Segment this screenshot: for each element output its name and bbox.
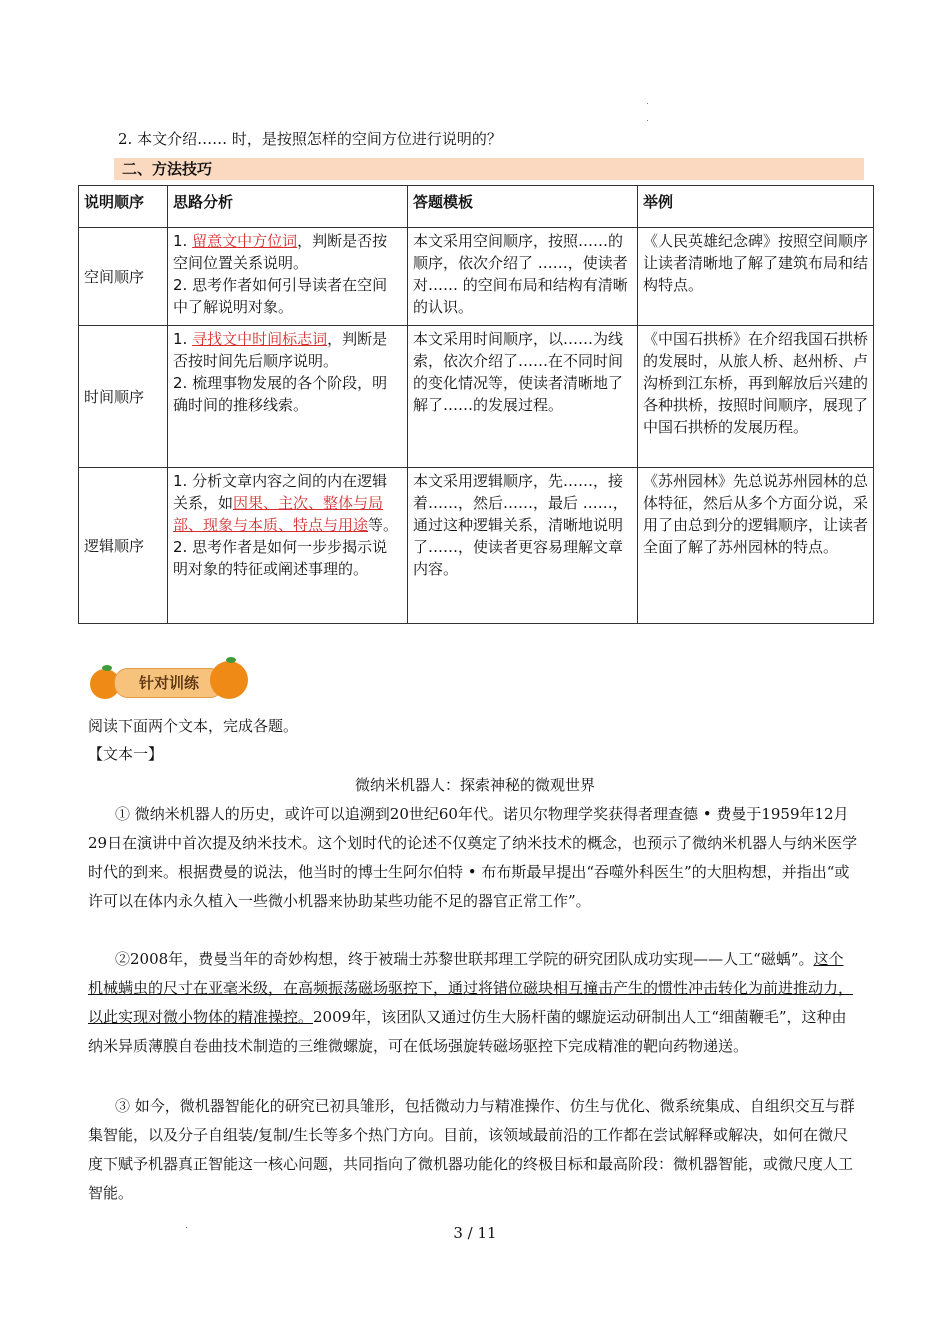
key-phrase: 留意文中方位词 (192, 232, 298, 250)
text-one-label: 【文本一】 (88, 745, 164, 763)
table-row (79, 326, 874, 468)
leaf-icon (226, 657, 236, 663)
order-cell: 空间顺序 (79, 228, 168, 326)
header-template: 答题模板 (408, 186, 638, 228)
example-cell: 《人民英雄纪念碑》按照空间顺序让读者清晰地了解了建筑布局和结构特点。 (638, 228, 874, 326)
speck (647, 120, 648, 121)
article-title: 微纳米机器人：探索神秘的微观世界 (354, 776, 595, 794)
example-cell: 《中国石拱桥》在介绍我国石拱桥的发展时，从旅人桥、赵州桥、卢沟桥到江东桥，再到解放后兴建的各种拱桥，按照时间顺序，展现了中国石拱桥的发展历程。 (638, 326, 874, 468)
header-analysis: 思路分析 (168, 186, 408, 228)
template-cell: 本文采用逻辑顺序，先……，接着……，然后……，最后 ……，通过这种逻辑关系，清晰地说明了……，使读者更容易理解文章内容。 (408, 468, 638, 624)
analysis-cell (168, 326, 408, 468)
training-badge-label: 针对训练 (114, 668, 224, 698)
order-cell: 逻辑顺序 (79, 468, 168, 624)
analysis-point-1: 1. 留意文中方位词，判断是否按空间位置关系说明。 (173, 232, 388, 272)
analysis-cell (168, 468, 408, 624)
key-phrase: 寻找文中时间标志词 (192, 330, 328, 348)
section-title: 二、方法技巧 (122, 160, 213, 178)
analysis-point-2: 2. 思考作者如何引导读者在空间中了解说明对象。 (173, 276, 388, 316)
paragraph-3: ③ 如今，微机器智能化的研究已初具雏形，包括微动力与精准操作、仿生与优化、微系统集成、自组织交互与群集智能，以及分子自组装/复制/生长等多个热门方向。目前，该领域最前沿的工作都在尝试解释或解决，如何在微尺度下赋予机器真正智能这一核心问题，共同指向了微机器功能化的终极目标和最高阶段：微机器智能，或微尺度人工智能。 (88, 1097, 855, 1202)
section-title-bar (114, 158, 864, 180)
example-cell: 《苏州园林》先总说苏州园林的总体特征，然后从多个方面分说，采用了由总到分的逻辑顺序，让读者全面了解了苏州园林的特点。 (638, 468, 874, 624)
training-badge (90, 655, 250, 703)
table-header-row (79, 186, 874, 228)
orange-icon (210, 661, 248, 699)
header-order: 说明顺序 (79, 186, 168, 228)
speck (647, 103, 648, 104)
method-table (78, 185, 874, 624)
analysis-point-1: 1. 分析文章内容之间的内在逻辑关系，如因果、主次、整体与局部、现象与本质、特点与用途等。 (173, 472, 399, 534)
question-2: 2. 本文介绍…… 时，是按照怎样的空间方位进行说明的？ (118, 130, 502, 148)
leaf-icon (102, 665, 112, 671)
analysis-point-2: 2. 思考作者是如何一步步揭示说明对象的特征或阐述事理的。 (173, 538, 388, 578)
analysis-point-1: 1. 寻找文中时间标志词，判断是否按时间先后顺序说明。 (173, 330, 388, 370)
analysis-cell (168, 228, 408, 326)
underlined-sentence: 这个机械螨虫的尺寸在亚毫米级，在高频振荡磁场驱控下，通过将错位磁块相互撞击产生的惯性冲击转化为前进推动力，以此实现对微小物体的精准操控。 (88, 950, 854, 1026)
table-row (79, 468, 874, 624)
analysis-point-2: 2. 梳理事物发展的各个阶段，明确时间的推移线索。 (173, 374, 388, 414)
key-phrase: 因果、主次、整体与局部、现象与本质、特点与用途 (173, 494, 384, 534)
template-cell: 本文采用空间顺序，按照……的顺序，依次介绍了 ……，使读者对…… 的空间布局和结构有清晰的认识。 (408, 228, 638, 326)
paragraph-2: ②2008年，费曼当年的奇妙构想，终于被瑞士苏黎世联邦理工学院的研究团队成功实现——人工“磁蝺”。这个机械螨虫的尺寸在亚毫米级，在高频振荡磁场驱控下，通过将错位磁块相互撞击产生的惯性冲击转化为前进推动力，以此实现对微小物体的精准操控。2009年，该团队又通过仿生大肠杆菌的螺旋运动研制出人工“细菌鞭毛”，这种由纳米异质薄膜自卷曲技术制造的三维微螺旋，可在低场强旋转磁场驱控下完成精准的靶向药物递送。 (88, 950, 854, 1055)
paragraph-1: ① 微纳米机器人的历史，或许可以追溯到20世纪60年代。诺贝尔物理学奖获得者理查德 • 费曼于1959年12月29日在演讲中首次提及纳米技术。这个划时代的论述不仅奠定了纳米技术的概念，也预示了微纳米机器人与纳米医学时代的到来。根据费曼的说法，他当时的博士生阿尔伯特 • 布布斯最早提出“吞噬外科医生”的大胆构想，并指出“或许可以在体内永久植入一些微小机器来协助某些功能不足的器官正常工作”。 (88, 805, 858, 910)
page-number: 3 / 11 (453, 1224, 497, 1242)
header-example: 举例 (638, 186, 874, 228)
order-cell: 时间顺序 (79, 326, 168, 468)
instruction: 阅读下面两个文本，完成各题。 (88, 717, 299, 735)
template-cell: 本文采用时间顺序，以……为线索，依次介绍了……在不同时间的变化情况等，使读者清晰地了解了……的发展过程。 (408, 326, 638, 468)
table-row (79, 228, 874, 326)
